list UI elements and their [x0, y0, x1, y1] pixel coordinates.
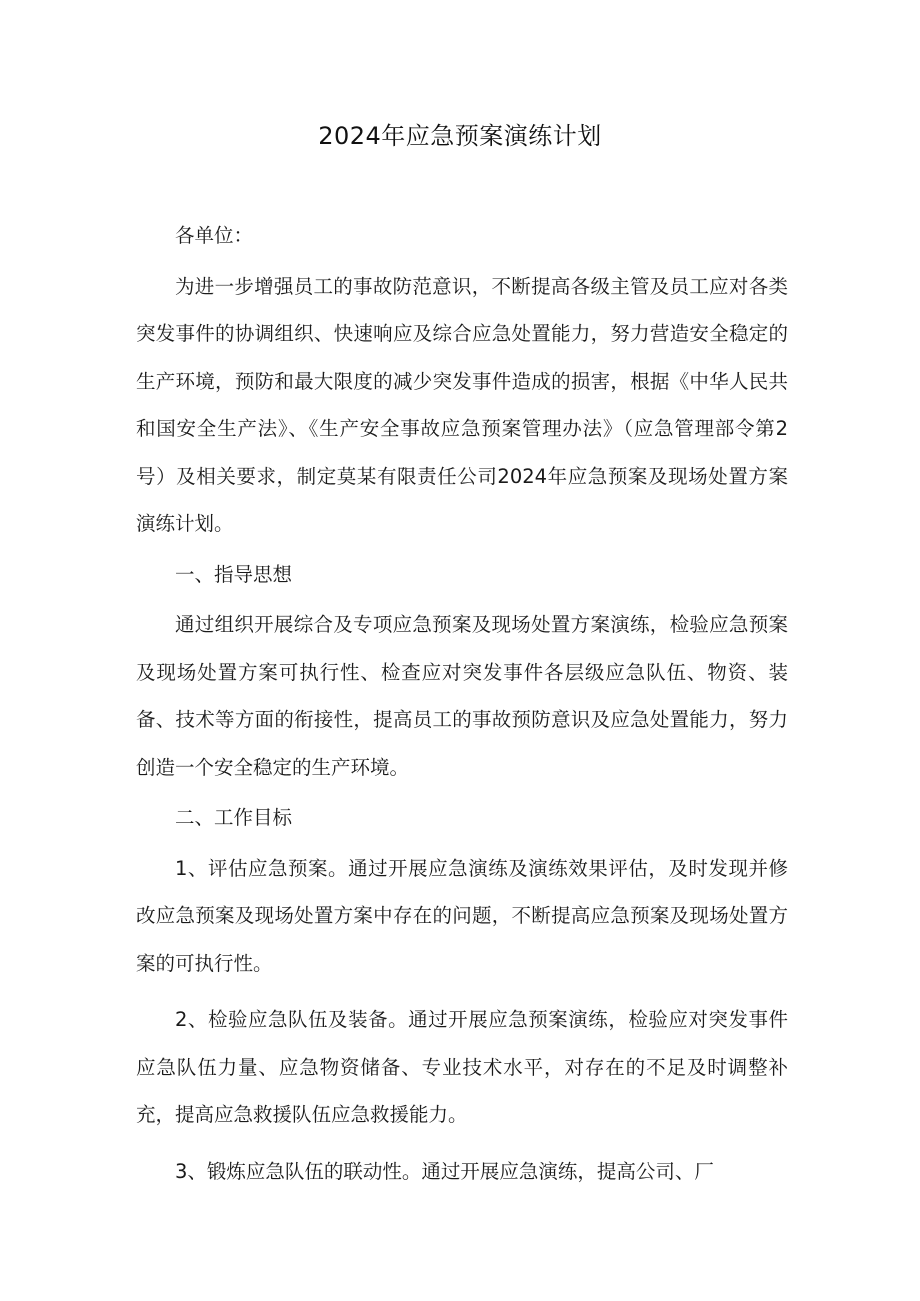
intro-paragraph: 为进一步增强员工的事故防范意识，不断提高各级主管及员工应对各类突发事件的协调组织、快速响应及综合应急处置能力，努力营造安全稳定的生产环境，预防和最大限度的减少突发事件造成的损害，根据《中华人民共和国安全生产法》、《生产安全事故应急预案管理办法》（应急管理部令第2号）及相关要求，制定莫某有限责任公司2024年应急预案及现场处置方案演练计划。 [136, 274, 788, 535]
goal-item-2: 2、检验应急队伍及装备。通过开展应急预案演练，检验应对突发事件应急队伍力量、应急物资储备、专业技术水平，对存在的不足及时调整补充，提高应急救援队伍应急救援能力。 [136, 1008, 788, 1126]
document-body [136, 212, 788, 1195]
goal-item-1: 1、评估应急预案。通过开展应急演练及演练效果评估，及时发现并修改应急预案及现场处置方案中存在的问题，不断提高应急预案及现场处置方案的可执行性。 [136, 856, 788, 975]
guiding-ideology-paragraph: 通过组织开展综合及专项应急预案及现场处置方案演练，检验应急预案及现场处置方案可执行性、检查应对突发事件各层级应急队伍、物资、装备、技术等方面的衔接性，提高员工的事故预防意识及应急处置能力，努力创造一个安全稳定的生产环境。 [136, 613, 788, 779]
section-heading-work-goals: 二、工作目标 [175, 806, 293, 829]
section-heading-guiding-ideology: 一、指导思想 [175, 562, 293, 586]
greeting: 各单位： [175, 224, 254, 247]
document-title: 2024年应急预案演练计划 [318, 122, 602, 150]
goal-item-3: 3、锻炼应急队伍的联动性。通过开展应急演练，提高公司、厂 [175, 1159, 714, 1183]
